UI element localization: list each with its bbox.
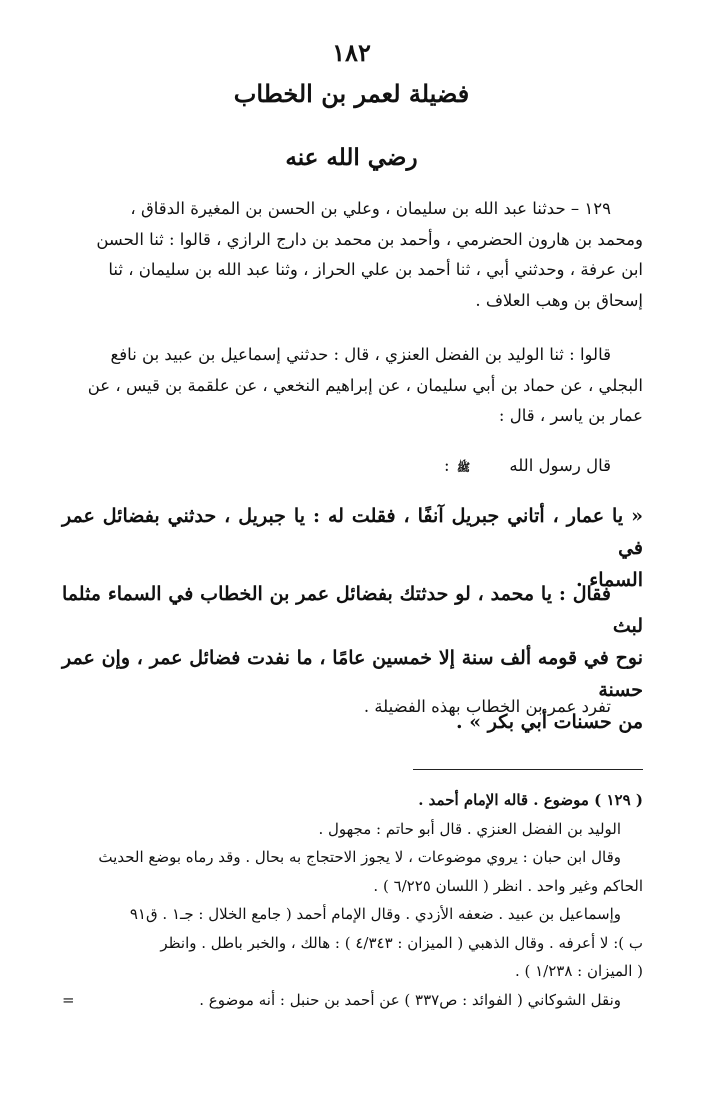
text-line: السماء . [576, 569, 643, 591]
prophet-said-text: قال رسول الله [509, 456, 611, 475]
text-line: تفرد عمر بن الخطاب بهذه الفضيلة . [363, 697, 611, 716]
text-line: ابن عرفة ، وحدثني أبي ، ثنا أحمد بن علي الحراز ، وثنا عبد الله بن سليمان ، ثنا [108, 260, 643, 279]
closing-note [62, 692, 643, 723]
salutation-seal-icon: ﷺ [456, 461, 471, 474]
footnote-line: الوليد بن الفضل العنزي . قال أبو حاتم : مجهول . [318, 819, 621, 838]
prophet-said-colon: : [444, 456, 450, 475]
text-line: البجلي ، عن حماد بن أبي سليمان ، عن إبراهيم النخعي ، عن علقمة بن قيس ، عن [87, 375, 643, 395]
footnote-last-line [62, 986, 643, 1015]
footnote-line: الحاكم وغير واحد . انظر ( اللسان ٦/٢٢٥ ) . [373, 876, 643, 895]
text-line: « يا عمار ، أتاني جبريل آنفًا ، فقلت له : يا جبريل ، حدثني بفضائل عمر في [62, 505, 643, 559]
text-line: إسحاق بن وهب العلاف . [475, 290, 643, 310]
text-line: فقال : يا محمد ، لو حدثتك بفضائل عمر بن الخطاب في السماء مثلما لبث [62, 583, 643, 637]
footnote-divider [413, 769, 643, 770]
text-line: ١٢٩ – حدثنا عبد الله بن سليمان ، وعلي بن الحسن بن المغيرة الدقاق ، [130, 199, 611, 218]
text-line: من حسنات أبي بكر » . [456, 711, 643, 733]
page-number: ١٨٢ [332, 38, 371, 67]
page-subtitle: رضي الله عنه [285, 144, 418, 171]
footnotes [62, 786, 643, 1014]
isnad-paragraph-2 [62, 340, 643, 432]
isnad-paragraph-1 [62, 194, 643, 316]
footnote-line: وقال ابن حبان : يروي موضوعات ، لا يجوز الاحتجاج به بحال . وقد رماه بوضع الحديث [98, 848, 621, 866]
footnote-line: ب ): لا أعرفه . وقال الذهبي ( الميزان : ٤/٣٤٣ ) : هالك ، والخبر باطل . وانظر [160, 933, 643, 952]
footnote-line: ( الميزان : ١/٢٣٨ ) . [514, 962, 643, 980]
footnote-head: ( ١٢٩ ) موضوع . قاله الإمام أحمد . [418, 791, 643, 809]
text-line: عمار بن ياسر ، قال : [498, 406, 643, 425]
footnote-line: ونقل الشوكاني ( الفوائد : ص٣٣٧ ) عن أحمد بن حنبل : أنه موضوع . [199, 990, 621, 1009]
continuation-mark: = [62, 990, 75, 1009]
text-line: ومحمد بن هارون الحضرمي ، وأحمد بن محمد بن دارج الرازي ، قالوا : ثنا الحسن [96, 229, 643, 249]
text-line: نوح في قومه ألف سنة إلا خمسين عامًا ، ما نفدت فضائل عمر ، وإن عمر حسنة [62, 647, 643, 701]
page-title: فضيلة لعمر بن الخطاب [233, 79, 470, 108]
prophet-said-line [62, 451, 643, 484]
text-line: قالوا : ثنا الوليد بن الفضل العنزي ، قال : حدثني إسماعيل بن عبيد بن نافع [110, 345, 611, 364]
footnote-line: وإسماعيل بن عبيد . ضعفه الأزدي . وقال الإمام أحمد ( جامع الخلال : جـ١ . ق٩١ [129, 905, 621, 923]
